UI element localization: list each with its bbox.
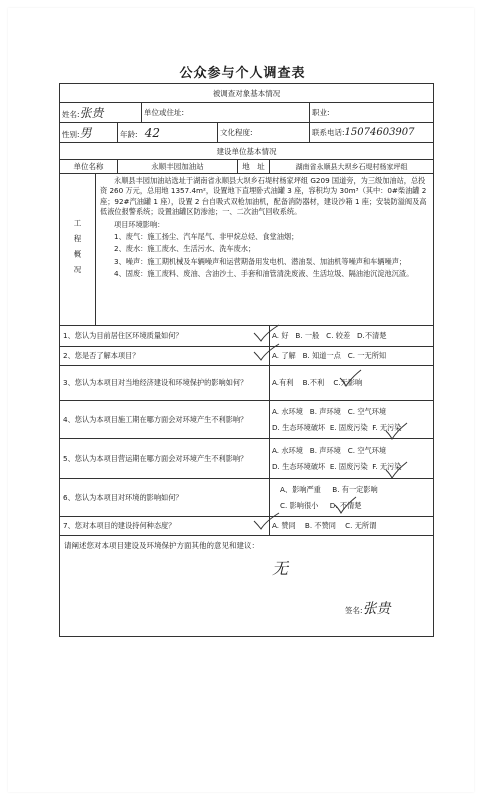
work-unit-cell <box>142 103 310 123</box>
age-cell <box>118 123 218 143</box>
phone-value: 15074603907 <box>344 127 415 138</box>
q7-option-a[interactable]: A. 赞同 <box>272 521 296 530</box>
unit-name-value: 永顺丰园加油站 <box>118 160 238 174</box>
opinion-value[interactable]: 无 <box>272 559 289 578</box>
name-value: 张贵 <box>79 106 104 120</box>
q4-option-b[interactable]: B. 声环境 <box>309 406 341 416</box>
q5-option-b[interactable]: B. 声环境 <box>309 445 341 455</box>
q5-option-c[interactable]: C. 空气环境 <box>347 445 387 455</box>
unit-name-label: 单位名称 <box>60 160 118 174</box>
q2-option-a[interactable]: A. 了解 <box>272 351 296 360</box>
q5-option-f[interactable]: F. 无污染 <box>372 461 402 471</box>
builder-section-header: 建设单位基本情况 <box>60 143 434 160</box>
q7-option-c[interactable]: C. 无所谓 <box>345 521 377 530</box>
q4-option-f[interactable]: F. 无污染 <box>372 422 402 432</box>
q2-option-b[interactable]: B. 知道一点 <box>302 351 341 360</box>
education-cell <box>218 123 310 143</box>
signature-block <box>345 598 391 618</box>
question-5-options <box>270 439 434 479</box>
signature-value[interactable]: 张贵 <box>362 601 391 617</box>
phone-cell <box>310 123 434 143</box>
q6-option-b[interactable]: B. 有一定影响 <box>332 484 378 494</box>
form-title: 公众参与个人调查表 <box>179 66 306 81</box>
gender-cell <box>60 123 118 143</box>
work-unit-label: 单位或住址: <box>144 108 185 117</box>
project-overview-label-cell <box>60 174 96 326</box>
q3-option-c[interactable]: C.无影响 <box>333 378 363 387</box>
gender-label: 性别: <box>62 130 80 139</box>
question-6-options <box>270 479 434 517</box>
question-2-options <box>270 347 434 366</box>
q4-option-d[interactable]: D. 生态环境破坏 <box>272 422 326 432</box>
q4-option-c[interactable]: C. 空气环境 <box>347 406 387 416</box>
q3-option-a[interactable]: A.有利 <box>272 378 294 387</box>
q6-option-c[interactable]: C. 影响很小 <box>280 500 319 510</box>
age-value: 42 <box>144 125 160 140</box>
project-paragraph-5: 3、噪声：施工期机械及车辆噪声和运营期备用发电机、潜油泵、加油机等噪声和车辆噪声； <box>114 256 407 266</box>
question-3: 3、您认为本项目对当地经济建设和环境保护的影响如何？ <box>60 366 270 401</box>
project-overview-label: 工程概况 <box>73 218 82 281</box>
project-paragraph-6: 4、固废：施工废料、废油、含油沙土、手套和油管清洗废液、生活垃圾、隔油池沉淀池沉渣。 <box>114 269 414 279</box>
q1-option-a[interactable]: A. 好 <box>272 331 289 340</box>
question-7: 7、您对本项目的建设持何种态度？ <box>60 517 270 536</box>
project-paragraph-4: 2、废水：施工废水、生活污水、洗车废水； <box>114 244 256 254</box>
question-1: 1、您认为目前居住区环境质量如何？ <box>60 326 270 347</box>
question-4: 4、您认为本项目施工期在哪方面会对环境产生不利影响？ <box>60 401 270 439</box>
q5-option-a[interactable]: A. 水环境 <box>272 445 303 455</box>
project-paragraph-1: 永顺县丰园加油站选址于湖南省永顺县大坝乡石堤村杨家坪组 G209 国道旁，为三级加油站，总投资 260 万元，总用地 1357.4m²，设置地下直埋卧式油罐 3 座，容积均为 30m³（其中：0#柴油罐 2 座；92#汽油罐 1 座），设置 2 台自吸式双枪加油机，配备消防器材，建设沙箱 1 座；安装防溢阀及高低液位报警系统；设置油罐区防渗池；一、二次油气回收系统。 <box>100 176 427 217</box>
opinion-prompt: 请阐述您对本项目建设及环境保护方面其他的意见和建议： <box>64 541 259 550</box>
opinion-area <box>60 536 434 637</box>
q5-option-e[interactable]: E. 固废污染 <box>329 461 368 471</box>
name-label: 姓名: <box>62 110 80 119</box>
phone-label: 联系电话: <box>312 128 345 137</box>
question-6: 6、您认为本项目对环境的影响如何？ <box>60 479 270 517</box>
occupation-cell <box>310 103 434 123</box>
q7-option-b[interactable]: B. 不赞同 <box>304 521 336 530</box>
address-value: 湖南省永顺县大坝乡石堤村杨家坪组 <box>270 160 434 174</box>
q5-option-d[interactable]: D. 生态环境破坏 <box>272 461 326 471</box>
occupation-label: 职业: <box>312 108 330 117</box>
respondent-section-header: 被调查对象基本情况 <box>60 84 434 103</box>
address-label: 地 址 <box>238 160 270 174</box>
q6-option-a[interactable]: A、影响严重 <box>280 484 321 494</box>
q4-option-e[interactable]: E. 固废污染 <box>329 422 368 432</box>
project-paragraph-2: 项目环境影响： <box>114 219 165 229</box>
q1-option-b[interactable]: B. 一般 <box>295 331 320 340</box>
question-3-options <box>270 366 434 401</box>
question-4-options <box>270 401 434 439</box>
name-cell <box>60 103 142 123</box>
education-label: 文化程度: <box>220 128 253 137</box>
question-7-options <box>270 517 434 536</box>
question-1-options <box>270 326 434 347</box>
q6-option-d[interactable]: D. 不清楚 <box>329 500 362 510</box>
survey-table <box>59 83 434 637</box>
q3-option-b[interactable]: B.不利 <box>302 378 325 387</box>
age-label: 年龄: <box>120 129 138 139</box>
question-2: 2、您是否了解本项目？ <box>60 347 270 366</box>
gender-value: 男 <box>79 126 92 140</box>
q2-option-c[interactable]: C. 一无所知 <box>347 351 387 360</box>
project-overview-text <box>96 174 434 326</box>
q1-option-d[interactable]: D.不清楚 <box>357 331 387 340</box>
project-paragraph-3: 1、废气：施工扬尘、汽车尾气、非甲烷总烃、食堂油烟； <box>114 232 299 242</box>
q1-option-c[interactable]: C. 较差 <box>326 331 351 340</box>
question-5: 5、您认为本项目营运期在哪方面会对环境产生不利影响？ <box>60 439 270 479</box>
signature-label: 签名: <box>345 606 363 615</box>
q4-option-a[interactable]: A. 水环境 <box>272 406 303 416</box>
